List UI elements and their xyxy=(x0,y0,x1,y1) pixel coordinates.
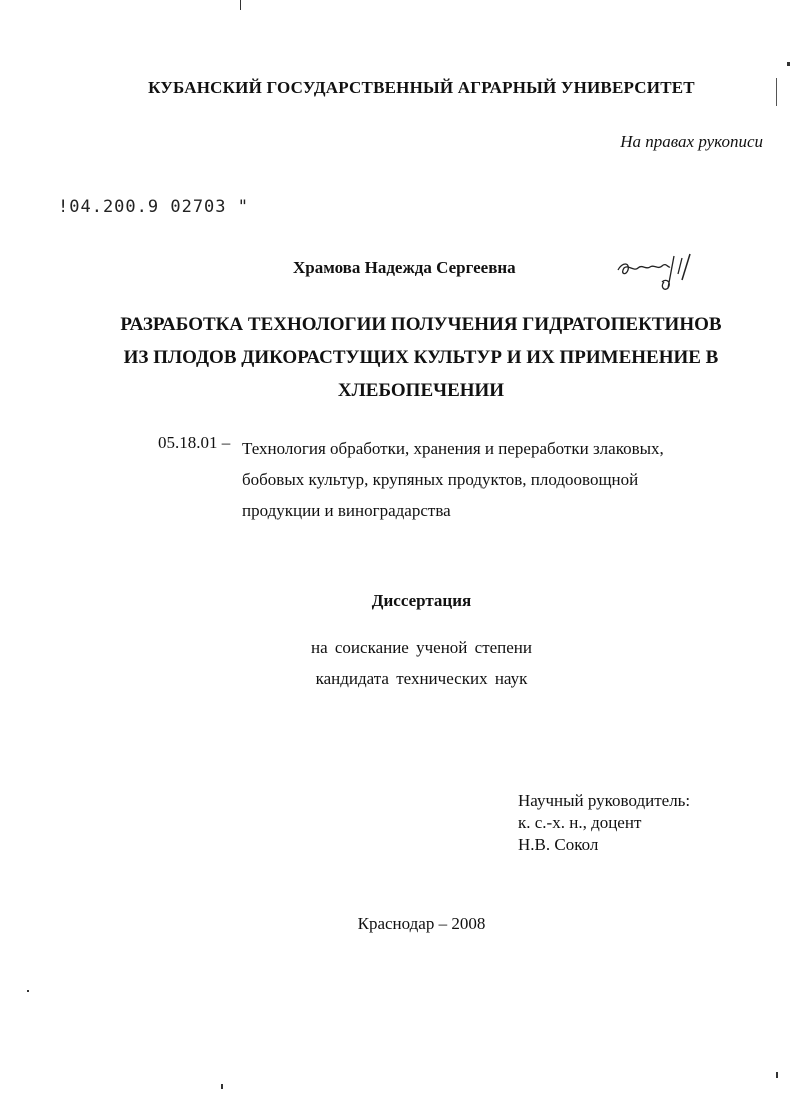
specialty-code: 05.18.01 – xyxy=(158,433,231,452)
dissertation-label: Диссертация xyxy=(371,591,472,610)
archive-code: !04.200.9 02703 " xyxy=(58,197,249,217)
degree-description xyxy=(0,632,793,694)
specialty-description xyxy=(242,433,742,526)
manuscript-rights-label: На правах рукописи xyxy=(620,132,763,151)
city-year: Краснодар – 2008 xyxy=(357,914,486,933)
dissertation-title xyxy=(60,308,782,407)
author-name: Храмова Надежда Сергеевна xyxy=(293,258,516,277)
scan-mark xyxy=(776,78,777,106)
supervisor-line: Н.В. Сокол xyxy=(518,835,599,854)
scan-mark xyxy=(221,1084,223,1089)
scan-mark xyxy=(27,990,29,992)
degree-line: кандидата технических наук xyxy=(315,669,528,688)
supervisor-block xyxy=(518,790,690,856)
scan-mark xyxy=(776,1072,778,1078)
scan-mark xyxy=(240,0,241,10)
title-line: ИЗ ПЛОДОВ ДИКОРАСТУЩИХ КУЛЬТУР И ИХ ПРИМЕНЕНИЕ В xyxy=(123,347,719,368)
scan-mark xyxy=(787,62,790,66)
degree-line: на соискание ученой степени xyxy=(310,638,533,657)
supervisor-line: Научный руководитель: xyxy=(518,791,691,810)
specialty-line: бобовых культур, крупяных продуктов, плодоовощной xyxy=(242,470,639,489)
specialty-line: Технология обработки, хранения и переработки злаковых, xyxy=(242,439,664,458)
supervisor-line: к. с.-х. н., доцент xyxy=(518,813,642,832)
title-line: ХЛЕБОПЕЧЕНИИ xyxy=(337,380,505,401)
title-line: РАЗРАБОТКА ТЕХНОЛОГИИ ПОЛУЧЕНИЯ ГИДРАТОПЕКТИНОВ xyxy=(120,314,722,335)
specialty-line: продукции и виноградарства xyxy=(242,501,451,520)
author-signature-icon xyxy=(612,248,702,298)
university-name: КУБАНСКИЙ ГОСУДАРСТВЕННЫЙ АГРАРНЫЙ УНИВЕРСИТЕТ xyxy=(148,78,695,97)
